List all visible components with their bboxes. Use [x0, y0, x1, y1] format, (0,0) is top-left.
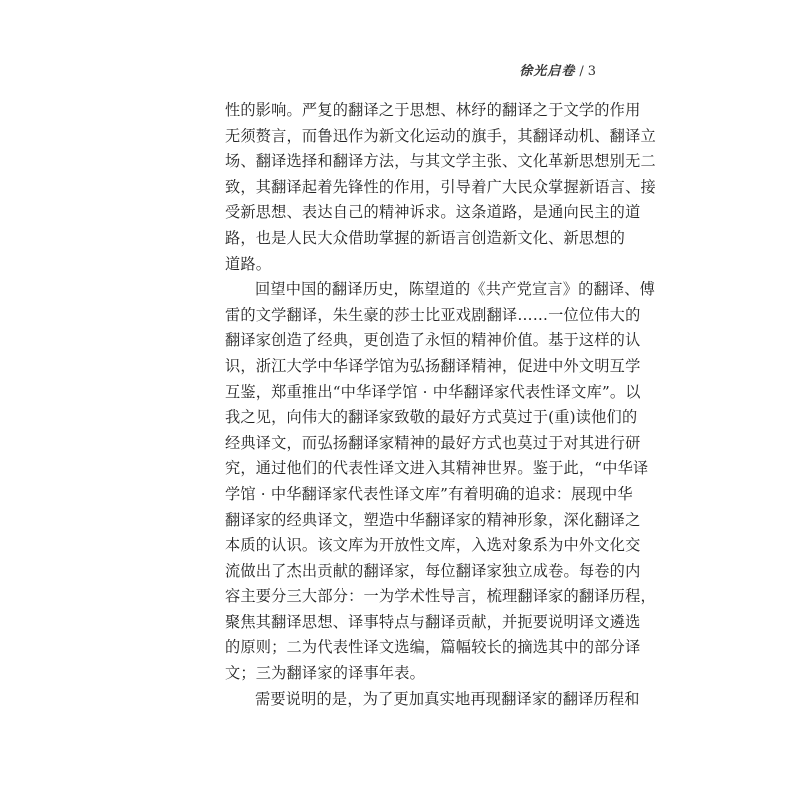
text-line: 翻译家创造了经典，更创造了永恒的精神价值。基于这样的认 [225, 331, 641, 350]
text-line: 学馆 · 中华翻译家代表性译文库”有着明确的追求：展现中华 [225, 484, 633, 503]
body-text [225, 98, 656, 712]
text-line: 回望中国的翻译历史，陈望道的《共产党宣言》的翻译、傅 [255, 280, 656, 299]
running-header [519, 60, 596, 79]
page-number: 3 [587, 64, 596, 79]
header-separator: / [579, 64, 584, 79]
paragraph [225, 98, 656, 277]
text-line: 道路。 [225, 254, 272, 273]
text-line: 需要说明的是，为了更加真实地再现翻译家的翻译历程和 [255, 689, 640, 708]
text-line: 我之见，向伟大的翻译家致敬的最好方式莫过于(重)读他们的 [225, 408, 638, 427]
text-line: 场、翻译选择和翻译方法，与其文学主张、文化革新思想别无二 [225, 152, 656, 171]
text-line: 路，也是人民大众借助掌握的新语言创造新文化、新思想的 [225, 228, 626, 247]
text-line: 经典译文，而弘扬翻译家精神的最好方式也莫过于对其进行研 [225, 433, 641, 452]
paragraph [225, 277, 656, 687]
text-line: 互鉴，郑重推出“中华译学馆 · 中华翻译家代表性译文库”。以 [225, 382, 641, 401]
text-line: 性的影响。严复的翻译之于思想、林纾的翻译之于文学的作用 [225, 101, 641, 119]
running-header-title: 徐光启卷 [519, 64, 576, 79]
text-line: 究，通过他们的代表性译文进入其精神世界。鉴于此，“中华译 [225, 459, 649, 478]
text-line: 雷的文学翻译，朱生豪的莎士比亚戏剧翻译……一位位伟大的 [225, 305, 641, 324]
paragraph [225, 687, 640, 713]
text-line: 识，浙江大学中华译学馆为弘扬翻译精神，促进中外文明互学 [225, 356, 641, 375]
text-line: 翻译家的经典译文，塑造中华翻译家的精神形象，深化翻译之 [225, 510, 641, 529]
text-line: 的原则；二为代表性译文选编，篇幅较长的摘选其中的部分译 [225, 638, 641, 657]
text-line: 文；三为翻译家的译事年表。 [225, 664, 426, 683]
text-line: 无须赘言，而鲁迅作为新文化运动的旗手，其翻译动机、翻译立 [225, 126, 656, 145]
text-line: 聚焦其翻译思想、译事特点与翻译贡献，并扼要说明译文遴选 [225, 612, 641, 631]
text-line: 受新思想、表达自己的精神诉求。这条道路，是通向民主的道 [225, 203, 641, 222]
text-line: 本质的认识。该文库为开放性文库，入选对象系为中外文化交 [225, 536, 641, 555]
text-line: 流做出了杰出贡献的翻译家，每位翻译家独立成卷。每卷的内 [225, 561, 641, 580]
text-line: 容主要分三大部分：一为学术性导言，梳理翻译家的翻译历程， [225, 587, 656, 606]
text-line: 致，其翻译起着先锋性的作用，引导着广大民众掌握新语言、接 [225, 177, 656, 196]
